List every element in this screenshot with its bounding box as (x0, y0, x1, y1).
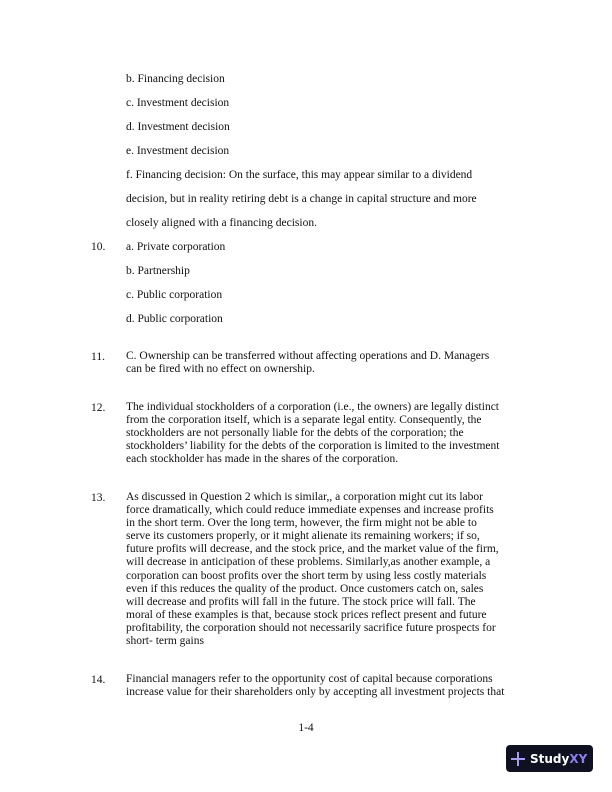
q14-line: increase value for their shareholders only by accepting all investment projects that (126, 686, 505, 699)
q12-line: stockholders are not personally liable for the debts of the corporation; the (126, 427, 464, 440)
q10-item-c: c. Public corporation (126, 289, 223, 301)
q14-answer (126, 673, 546, 699)
q13-answer (126, 491, 546, 648)
q13-line: in the short term. Over the long term, however, the firm might not be able to (126, 517, 477, 530)
q13-line: profitability, the corporation should not necessarily sacrifice future prospects for (126, 621, 496, 634)
q9-item-e: e. Investment decision (126, 145, 230, 157)
q11-line: C. Ownership can be transferred without affecting operations and D. Managers (126, 350, 490, 362)
q12-answer (126, 401, 546, 466)
q13-line: corporation can boost profits over the short term by using less costly materials (126, 569, 487, 582)
q12-number: 12. (91, 402, 106, 414)
q10-item-b: b. Partnership (126, 265, 190, 277)
q11-number: 11. (91, 351, 105, 363)
q9-item-b: b. Financing decision (126, 73, 225, 85)
q12-line: each stockholder has made in the shares of the corporation. (126, 453, 399, 466)
q13-line: short- term gains (126, 635, 204, 648)
q9-item-f-line-1: f. Financing decision: On the surface, this may appear similar to a dividend (126, 169, 473, 181)
q10-item-a: a. Private corporation (126, 241, 226, 253)
q14-number: 14. (91, 674, 106, 686)
q13-number: 13. (91, 492, 106, 504)
q11-answer (126, 350, 546, 376)
q13-line: future profits will decrease, and the stock price, and the market value of the firm, (126, 543, 499, 556)
q10-item-d: d. Public corporation (126, 313, 223, 325)
q12-line: from the corporation itself, which is a separate legal entity. Consequently, the (126, 414, 482, 427)
q9-item-c: c. Investment decision (126, 97, 230, 109)
q12-line: The individual stockholders of a corporation (i.e., the owners) are legally distinct (126, 401, 499, 413)
q13-line: As discussed in Question 2 which is similar,, a corporation might cut its labor (126, 491, 483, 503)
q9-item-f-line-3: closely aligned with a financing decision. (126, 217, 317, 229)
brand-accent: XY (569, 751, 588, 766)
brand-main: Study (530, 751, 570, 766)
q13-line: serve its customers properly, or it might alienate its remaining workers; if so, (126, 530, 480, 543)
q13-line: even if this reduces the quality of the product. Once customers catch on, sales (126, 582, 484, 595)
brand-name (530, 752, 587, 766)
plus-icon (511, 752, 525, 766)
studyxy-badge[interactable] (506, 745, 593, 772)
q10-number: 10. (91, 241, 106, 253)
q9-item-f-line-2: decision, but in reality retiring debt is a change in capital structure and more (126, 193, 477, 205)
page-number: 1-4 (298, 722, 314, 734)
q13-line: force dramatically, which could reduce immediate expenses and increase profits (126, 504, 494, 517)
q13-line: moral of these examples is that, because stock prices reflect present and future (126, 608, 487, 621)
q11-line: can be fired with no effect on ownership. (126, 363, 315, 376)
q12-line: stockholders’ liability for the debts of the corporation is limited to the investment (126, 440, 500, 453)
q14-line: Financial managers refer to the opportunity cost of capital because corporations (126, 673, 493, 685)
q9-item-d: d. Investment decision (126, 121, 230, 133)
q13-line: will decrease and profits will fall in the future. The stock price will fall. The (126, 595, 476, 608)
q13-line: will decrease in anticipation of these problems. Similarly,as another example, a (126, 556, 491, 569)
